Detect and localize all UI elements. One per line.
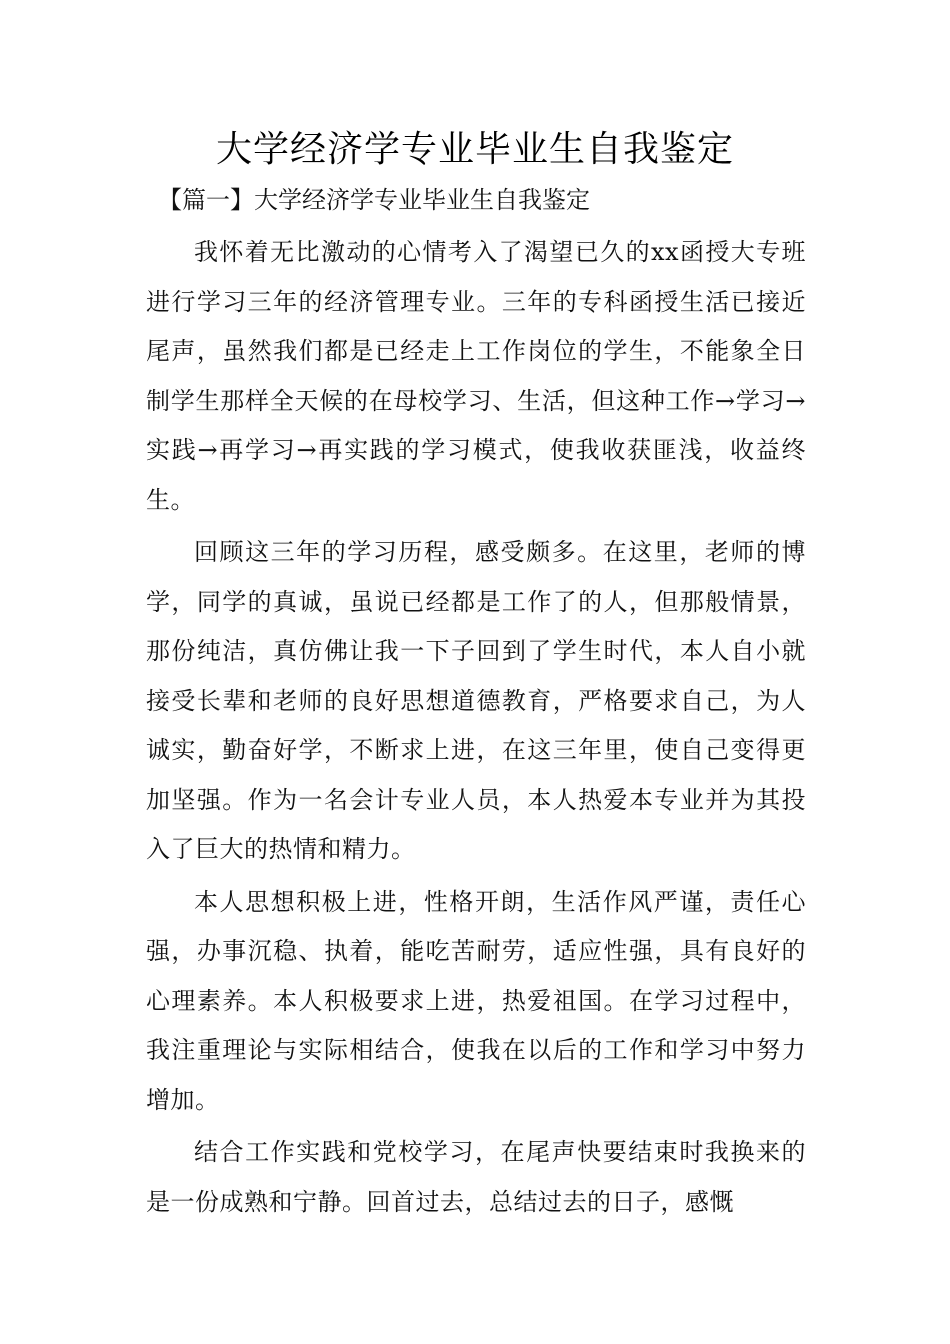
paragraph-2: 回顾这三年的学习历程，感受颇多。在这里，老师的博学，同学的真诚，虽说已经都是工作了的人，但那般情景，那份纯洁，真仿佛让我一下子回到了学生时代，本人自小就接受长辈和老师的良好思想道德教育，严格要求自己，为人诚实，勤奋好学，不断求上进，在这三年里，使自己变得更加坚强。作为一名会计专业人员，本人热爱本专业并为其投入了巨大的热情和精力。 bbox=[146, 538, 806, 863]
document-body bbox=[146, 228, 806, 1230]
section-heading: 【篇一】大学经济学专业毕业生自我鉴定 bbox=[158, 186, 590, 214]
paragraph-1: 我怀着无比激动的心情考入了渴望已久的xx函授大专班进行学习三年的经济管理专业。三年的专科函授生活已接近尾声，虽然我们都是已经走上工作岗位的学生，不能象全日制学生那样全天候的在母校学习、生活，但这种工作→学习→实践→再学习→再实践的学习模式，使我收获匪浅，收益终生。 bbox=[146, 238, 806, 514]
document-title: 大学经济学专业毕业生自我鉴定 bbox=[215, 129, 734, 170]
paragraph-4: 结合工作实践和党校学习，在尾声快要结束时我换来的是一份成熟和宁静。回首过去，总结过去的日子，感慨 bbox=[146, 1138, 806, 1216]
paragraph-3: 本人思想积极上进，性格开朗，生活作风严谨，责任心强，办事沉稳、执着，能吃苦耐劳，适应性强，具有良好的心理素养。本人积极要求上进，热爱祖国。在学习过程中，我注重理论与实际相结合，使我在以后的工作和学习中努力增加。 bbox=[146, 887, 806, 1114]
